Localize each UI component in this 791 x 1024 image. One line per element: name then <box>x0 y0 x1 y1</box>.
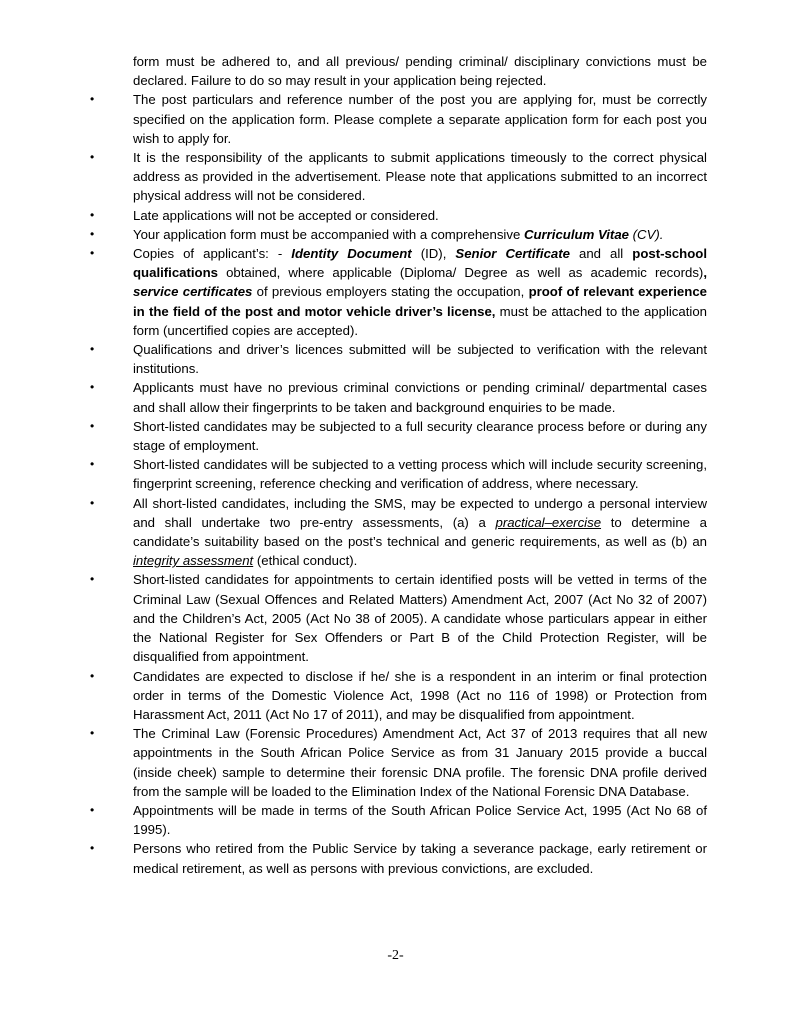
curriculum-vitae-term: Curriculum Vitae <box>523 226 629 242</box>
list-item-text: All short-listed candidates, including the SMS, may be expected to undergo a personal interview and shall undertake two pre-entry assessments, (a) a <box>133 495 707 530</box>
list-item <box>90 340 707 378</box>
list-item-text: Late applications will not be accepted or considered. <box>133 207 439 223</box>
bullet: • <box>90 92 95 107</box>
bullet: • <box>90 207 95 222</box>
list-item-text: obtained, where applicable (Diploma/ Degree as well as academic records) <box>218 265 704 281</box>
continuation-paragraph <box>133 52 707 90</box>
list-item <box>90 724 707 801</box>
list-item-text: Copies of applicant’s: - <box>133 246 292 262</box>
list-item <box>90 378 707 416</box>
list-item <box>90 455 707 493</box>
bullet: • <box>90 572 95 587</box>
bullet: • <box>90 495 95 510</box>
list-item-text: The Criminal Law (Forensic Procedures) Amendment Act, Act 37 of 2013 requires that all new appointments in the South African Police Service as from 31 January 2015 provide a buccal (inside cheek) sample to determine their forensic DNA profile. The forensic DNA profile derived from the sample will be loaded to the Elimination Index of the National Forensic DNA Database. <box>133 726 707 799</box>
integrity-assessment-term: integrity assessment <box>133 553 254 569</box>
bullet: • <box>90 457 95 472</box>
list-item-text: Your application form must be accompanied with a comprehensive <box>133 226 524 242</box>
list-item-text: Qualifications and driver’s licences submitted will be subjected to verification with the relevant institutions. <box>133 342 707 377</box>
list-item <box>90 839 707 877</box>
bullet: • <box>90 668 95 683</box>
list-item-text: (ethical conduct). <box>253 553 358 569</box>
list-item-text: to determine a candidate’s suitability based on the post’s technical and generic requirements, as well as (b) an <box>133 514 708 550</box>
list-item <box>90 206 707 225</box>
list-item-text: (ID), <box>411 246 456 262</box>
identity-document-term: Identity Document <box>291 246 412 262</box>
bullet: • <box>90 150 95 165</box>
list-item-text: Short-listed candidates for appointments to certain identified posts will be vetted in terms of the Criminal Law (Sexual Offences and Related Matters) Amendment Act, 2007 (Act No 32 of 2007) and the Children’s Act, 2005 (Act No 38 of 2005). A candidate whose particulars appear in either the National Register for Sex Offenders or Part B of the Child Protection Register, will be disqualified from appointment. <box>133 572 707 665</box>
bullet: • <box>90 726 95 741</box>
list-item <box>90 148 707 206</box>
document-body <box>90 52 708 878</box>
service-certificates-term: service certificates <box>133 284 253 300</box>
list-item-text: Appointments will be made in terms of the South African Police Service Act, 1995 (Act No 68 of 1995). <box>133 802 707 838</box>
bullet: • <box>90 246 95 261</box>
post-school-qualifications-term: post-school qualifications <box>133 246 707 281</box>
list-item-text: and all <box>569 246 633 262</box>
cv-abbreviation: (CV). <box>629 226 664 242</box>
list-item-text: Applicants must have no previous criminal convictions or pending criminal/ departmental cases and shall allow their fingerprints to be taken and background enquiries to be made. <box>133 380 707 415</box>
senior-certificate-term: Senior Certificate <box>455 246 570 262</box>
list-item-text: of previous employers stating the occupation, <box>252 284 529 300</box>
list-item-text: The post particulars and reference number of the post you are applying for, must be correctly specified on the application form. Please complete a separate application form for each post you wish to apply for. <box>133 92 707 146</box>
list-item <box>90 225 707 244</box>
list-item <box>90 570 707 666</box>
bullet: • <box>90 380 95 395</box>
list-item <box>90 244 707 340</box>
list-item <box>90 494 708 571</box>
practical-exercise-term: practical–exercise <box>495 514 602 530</box>
continuation-text: form must be adhered to, and all previous/ pending criminal/ disciplinary convictions must be declared. Failure to do so may result in your application being rejected. <box>133 54 707 89</box>
list-item <box>90 667 707 725</box>
proof-of-experience-term: proof of relevant experience in the field of the post and motor vehicle driver’s license, <box>133 284 707 319</box>
list-item-text: Short-listed candidates will be subjected to a vetting process which will include security screening, fingerprint screening, reference checking and verification of address, where necessary. <box>133 457 707 492</box>
bullet: • <box>90 841 95 856</box>
bullet: • <box>90 342 95 357</box>
bold-comma: , <box>703 265 707 281</box>
bullet: • <box>90 418 95 433</box>
list-item <box>90 801 707 839</box>
list-item-text: Short-listed candidates may be subjected to a full security clearance process before or during any stage of employment. <box>133 418 707 454</box>
bullet: • <box>90 802 95 817</box>
list-item-text: Persons who retired from the Public Service by taking a severance package, early retirement or medical retirement, as well as persons with previous convictions, are excluded. <box>133 841 707 876</box>
page-number: -2- <box>387 948 404 963</box>
list-item-text: must be attached to the application form (uncertified copies are accepted). <box>133 303 707 338</box>
list-item-text: It is the responsibility of the applicants to submit applications timeously to the correct physical address as provided in the advertisement. Please note that applications submitted to an incorrect physical address will not be considered. <box>133 150 707 204</box>
list-item <box>90 90 707 148</box>
list-item <box>90 417 707 455</box>
bullet: • <box>90 226 95 241</box>
list-item-text: Candidates are expected to disclose if he/ she is a respondent in an interim or final protection order in terms of the Domestic Violence Act, 1998 (Act no 116 of 1998) or Protection from Harassment Act, 2011 (Act No 17 of 2011), and may be disqualified from appointment. <box>133 668 707 722</box>
